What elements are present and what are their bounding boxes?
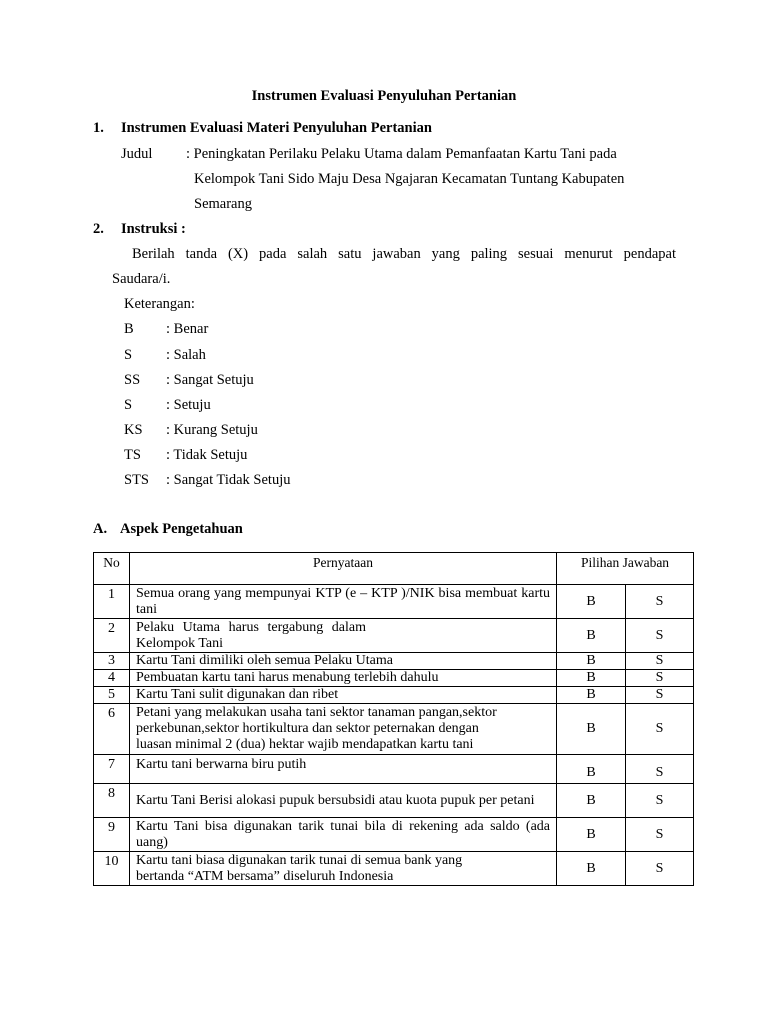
judul-label: Judul — [121, 146, 153, 162]
row-statement: Kartu Tani bisa digunakan tarik tunai bila di rekening ada saldo (ada uang) — [130, 818, 557, 852]
table-row — [94, 619, 694, 653]
table-row — [94, 687, 694, 704]
table-row — [94, 585, 694, 619]
table-row — [94, 670, 694, 687]
section1-heading: Instrumen Evaluasi Materi Penyuluhan Pertanian — [121, 120, 432, 136]
section2-number: 2. — [93, 221, 104, 237]
option-b[interactable]: B — [557, 670, 626, 687]
judul-line-3: Semarang — [194, 196, 252, 212]
section2-heading: Instruksi : — [121, 221, 186, 237]
header-pilihan: Pilihan Jawaban — [557, 553, 694, 585]
judul-line-2: Kelompok Tani Sido Maju Desa Ngajaran Kecamatan Tuntang Kabupaten — [194, 171, 625, 187]
option-s[interactable]: S — [626, 619, 694, 653]
keterangan-item — [124, 472, 290, 489]
option-b[interactable]: B — [557, 704, 626, 755]
instruction-line-2: Saudara/i. — [112, 271, 171, 287]
row-no: 4 — [94, 670, 130, 687]
option-s[interactable]: S — [626, 818, 694, 852]
row-statement: Pembuatan kartu tani harus menabung terlebih dahulu — [130, 670, 557, 687]
keterangan-item — [124, 422, 258, 439]
aspek-title: Aspek Pengetahuan — [120, 521, 243, 537]
option-s[interactable]: S — [626, 670, 694, 687]
option-s[interactable]: S — [626, 653, 694, 670]
row-statement: Kartu Tani sulit digunakan dan ribet — [130, 687, 557, 704]
table-row — [94, 704, 694, 755]
keterangan-code: S — [124, 347, 133, 363]
option-b[interactable]: B — [557, 755, 626, 784]
row-no: 8 — [94, 784, 130, 818]
row-statement: Kartu tani biasa digunakan tarik tunai di semua bank yang bertanda “ATM bersama” diseluruh Indonesia — [130, 852, 557, 886]
row-statement: Pelaku Utama harus tergabung dalam Kelompok Tani — [130, 619, 557, 653]
header-pernyataan: Pernyataan — [130, 553, 557, 585]
keterangan-code: S — [124, 397, 133, 413]
row-no: 10 — [94, 852, 130, 886]
option-s[interactable]: S — [626, 755, 694, 784]
row-no: 3 — [94, 653, 130, 670]
keterangan-code: SS — [124, 372, 141, 388]
keterangan-desc: : Benar — [166, 321, 209, 337]
keterangan-item — [124, 321, 208, 338]
table-row — [94, 818, 694, 852]
option-b[interactable]: B — [557, 852, 626, 886]
option-s[interactable]: S — [626, 852, 694, 886]
row-statement: Petani yang melakukan usaha tani sektor tanaman pangan,sektor perkebunan,sektor hortikultura dan sektor peternakan dengan luasan minimal 2 (dua) hektar wajib mendapatkan kartu tani — [130, 704, 557, 755]
row-no: 5 — [94, 687, 130, 704]
keterangan-item — [124, 447, 247, 464]
option-b[interactable]: B — [557, 818, 626, 852]
aspek-heading — [93, 521, 243, 538]
row-statement: Kartu Tani dimiliki oleh semua Pelaku Utama — [130, 653, 557, 670]
option-b[interactable]: B — [557, 784, 626, 818]
keterangan-desc: : Sangat Setuju — [166, 372, 254, 388]
table-row — [94, 852, 694, 886]
option-s[interactable]: S — [626, 784, 694, 818]
option-s[interactable]: S — [626, 585, 694, 619]
option-b[interactable]: B — [557, 653, 626, 670]
table-header-row — [94, 553, 694, 585]
question-table — [93, 552, 694, 886]
keterangan-item — [124, 397, 211, 414]
row-statement: Semua orang yang mempunyai KTP (e – KTP )/NIK bisa membuat kartu tani — [130, 585, 557, 619]
aspek-letter: A. — [93, 521, 108, 537]
judul-line-1: : Peningkatan Perilaku Pelaku Utama dalam Pemanfaatan Kartu Tani pada — [186, 146, 617, 162]
option-s[interactable]: S — [626, 704, 694, 755]
row-no: 2 — [94, 619, 130, 653]
row-statement: Kartu Tani Berisi alokasi pupuk bersubsidi atau kuota pupuk per petani — [130, 784, 557, 818]
keterangan-label: Keterangan: — [124, 296, 195, 312]
keterangan-code: B — [124, 321, 134, 337]
keterangan-desc: : Setuju — [166, 397, 211, 413]
option-b[interactable]: B — [557, 619, 626, 653]
keterangan-code: TS — [124, 447, 141, 463]
table-row — [94, 653, 694, 670]
option-b[interactable]: B — [557, 687, 626, 704]
keterangan-code: KS — [124, 422, 143, 438]
table-row — [94, 784, 694, 818]
row-no: 6 — [94, 704, 130, 755]
keterangan-item — [124, 347, 206, 364]
keterangan-desc: : Sangat Tidak Setuju — [166, 472, 291, 488]
section1-number: 1. — [93, 120, 104, 136]
keterangan-desc: : Kurang Setuju — [166, 422, 258, 438]
header-no: No — [94, 553, 130, 585]
row-no: 1 — [94, 585, 130, 619]
keterangan-desc: : Salah — [166, 347, 206, 363]
option-s[interactable]: S — [626, 687, 694, 704]
option-b[interactable]: B — [557, 585, 626, 619]
row-statement: Kartu tani berwarna biru putih — [130, 755, 557, 784]
table-row — [94, 755, 694, 784]
row-no: 9 — [94, 818, 130, 852]
document-title: Instrumen Evaluasi Penyuluhan Pertanian — [251, 88, 517, 104]
keterangan-code: STS — [124, 472, 149, 488]
keterangan-desc: : Tidak Setuju — [166, 447, 248, 463]
keterangan-item — [124, 372, 254, 389]
instruction-line-1: Berilah tanda (X) pada salah satu jawaban yang paling sesuai menurut pendapat — [132, 246, 676, 262]
row-no: 7 — [94, 755, 130, 784]
